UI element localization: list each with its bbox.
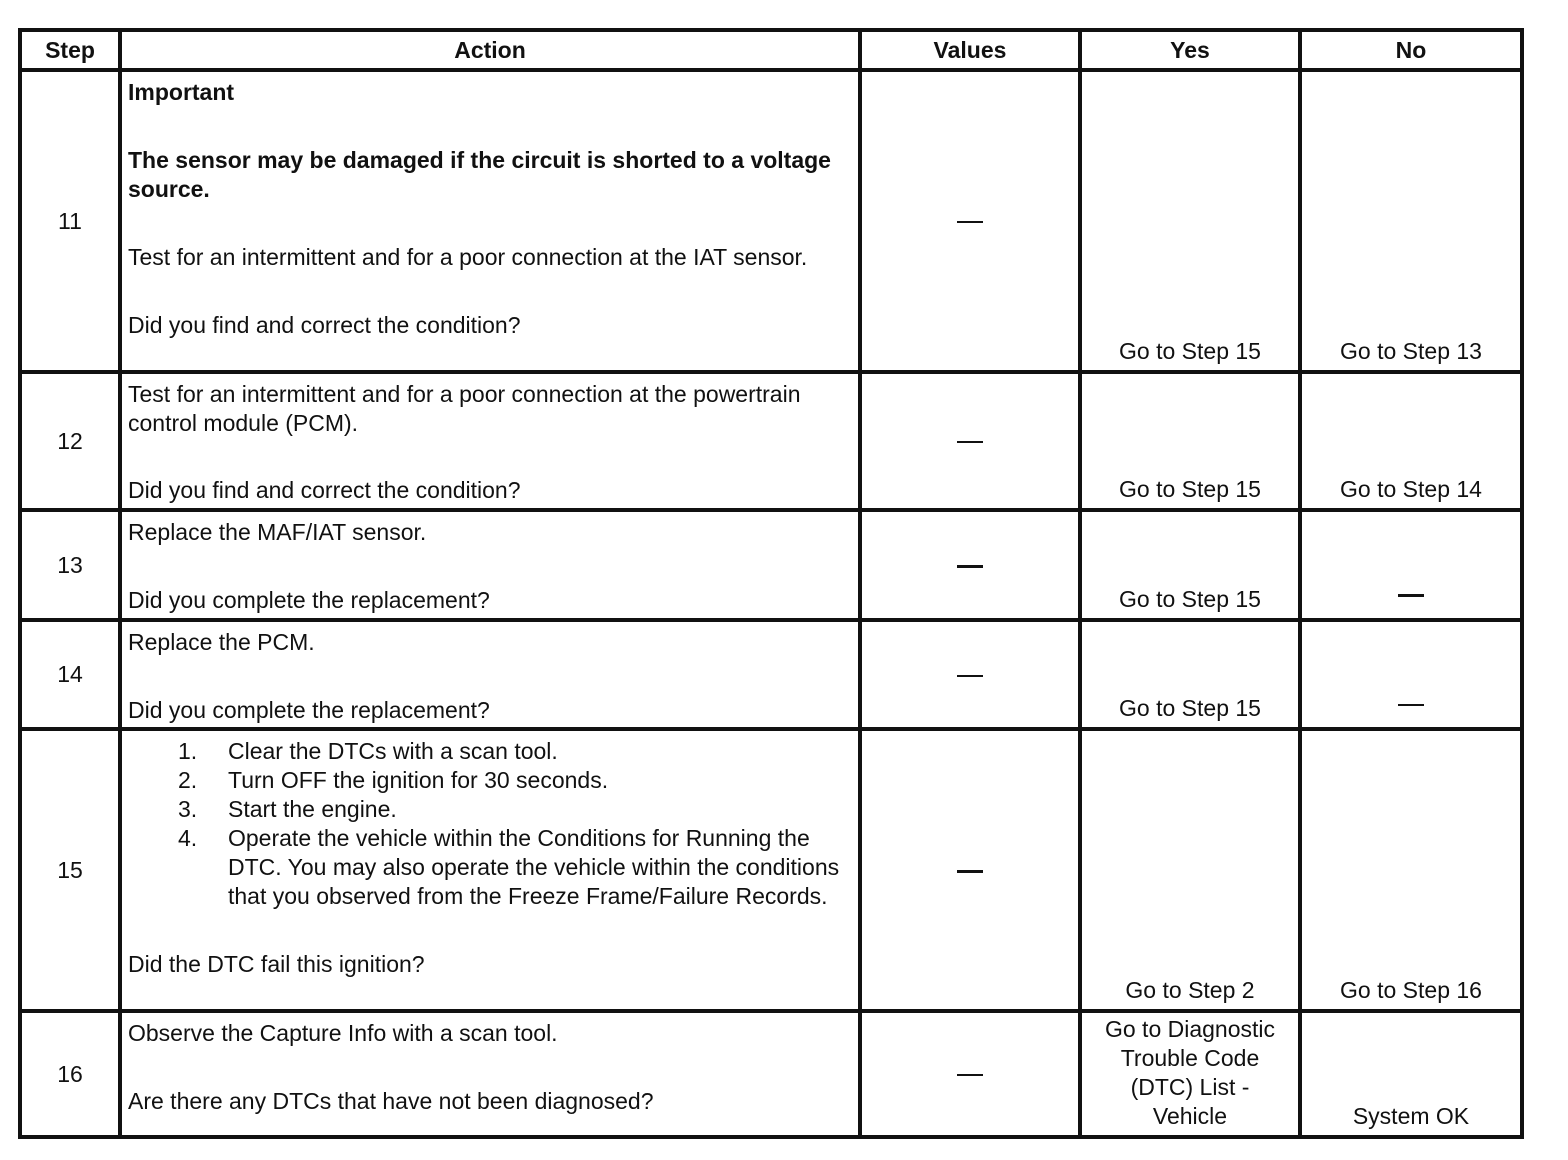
- action-cell: [120, 70, 860, 372]
- header-step: Step: [20, 30, 120, 70]
- action-cell: [120, 1011, 860, 1137]
- list-number: 1.: [178, 738, 198, 764]
- no-cell: [1300, 510, 1522, 620]
- values-cell: [860, 372, 1080, 510]
- list-item: [178, 824, 850, 911]
- no-cell: Go to Step 16: [1300, 729, 1522, 1011]
- list-text: Start the engine.: [228, 796, 397, 822]
- table-row-step-14: [20, 620, 1522, 729]
- list-number: 4.: [178, 825, 198, 851]
- values-cell: [860, 1011, 1080, 1137]
- question-text: Did the DTC fail this ignition?: [128, 951, 425, 977]
- yes-cell: Go to Diagnostic Trouble Code (DTC) List - Vehicle: [1080, 1011, 1300, 1137]
- header-row: [20, 30, 1522, 70]
- question-text: Are there any DTCs that have not been diagnosed?: [128, 1088, 654, 1114]
- action-text: Replace the MAF/IAT sensor.: [128, 519, 427, 545]
- list-item: [178, 766, 850, 795]
- action-text: Test for an intermittent and for a poor connection at the IAT sensor.: [128, 244, 808, 270]
- table-row-step-12: [20, 372, 1522, 510]
- step-number: 11: [20, 70, 120, 372]
- step-number: 15: [20, 729, 120, 1011]
- list-number: 2.: [178, 767, 198, 793]
- step-number: 16: [20, 1011, 120, 1137]
- no-cell: Go to Step 13: [1300, 70, 1522, 372]
- step-number: 12: [20, 372, 120, 510]
- step-number: 14: [20, 620, 120, 729]
- dash-mark: [957, 221, 983, 223]
- list-text: Operate the vehicle within the Conditions for Running the DTC. You may also operate the vehicle within the conditions that you observed from the Freeze Frame/Failure Records.: [228, 825, 840, 909]
- action-cell: [120, 729, 860, 1011]
- values-cell: [860, 510, 1080, 620]
- question-text: Did you find and correct the condition?: [128, 312, 521, 338]
- list-item: [178, 795, 850, 824]
- list-item: [178, 737, 850, 766]
- dash-mark: [957, 1074, 983, 1076]
- important-label: Important: [128, 79, 235, 105]
- warning-text: The sensor may be damaged if the circuit is shorted to a voltage source.: [128, 147, 831, 202]
- dash-mark: [957, 441, 983, 443]
- no-cell: [1300, 620, 1522, 729]
- list-number: 3.: [178, 796, 198, 822]
- list-text: Clear the DTCs with a scan tool.: [228, 738, 558, 764]
- list-text: Turn OFF the ignition for 30 seconds.: [228, 767, 609, 793]
- table-row-step-11: [20, 70, 1522, 372]
- no-cell: Go to Step 14: [1300, 372, 1522, 510]
- header-no: No: [1300, 30, 1522, 70]
- dash-mark: [1398, 594, 1424, 597]
- question-text: Did you find and correct the condition?: [128, 477, 521, 503]
- step-number: 13: [20, 510, 120, 620]
- action-cell: [120, 510, 860, 620]
- dash-mark: [957, 870, 983, 873]
- header-yes: Yes: [1080, 30, 1300, 70]
- yes-cell: Go to Step 15: [1080, 510, 1300, 620]
- dash-mark: [957, 675, 983, 677]
- yes-cell: Go to Step 15: [1080, 620, 1300, 729]
- yes-cell: Go to Step 15: [1080, 70, 1300, 372]
- table-row-step-16: [20, 1011, 1522, 1137]
- table-row-step-15: [20, 729, 1522, 1011]
- no-cell: System OK: [1300, 1011, 1522, 1137]
- action-cell: [120, 372, 860, 510]
- dash-mark: [1398, 704, 1424, 706]
- values-cell: [860, 729, 1080, 1011]
- table-row-step-13: [20, 510, 1522, 620]
- header-action: Action: [120, 30, 860, 70]
- procedure-list: [128, 737, 850, 911]
- yes-cell: Go to Step 2: [1080, 729, 1300, 1011]
- action-text: Replace the PCM.: [128, 629, 315, 655]
- yes-cell: Go to Step 15: [1080, 372, 1300, 510]
- action-text: Test for an intermittent and for a poor connection at the powertrain control module (PCM).: [128, 381, 801, 436]
- values-cell: [860, 70, 1080, 372]
- question-text: Did you complete the replacement?: [128, 587, 490, 613]
- diagnostic-table: [18, 28, 1524, 1139]
- header-values: Values: [860, 30, 1080, 70]
- values-cell: [860, 620, 1080, 729]
- question-text: Did you complete the replacement?: [128, 697, 490, 723]
- action-text: Observe the Capture Info with a scan tool.: [128, 1020, 558, 1046]
- dash-mark: [957, 565, 983, 568]
- action-cell: [120, 620, 860, 729]
